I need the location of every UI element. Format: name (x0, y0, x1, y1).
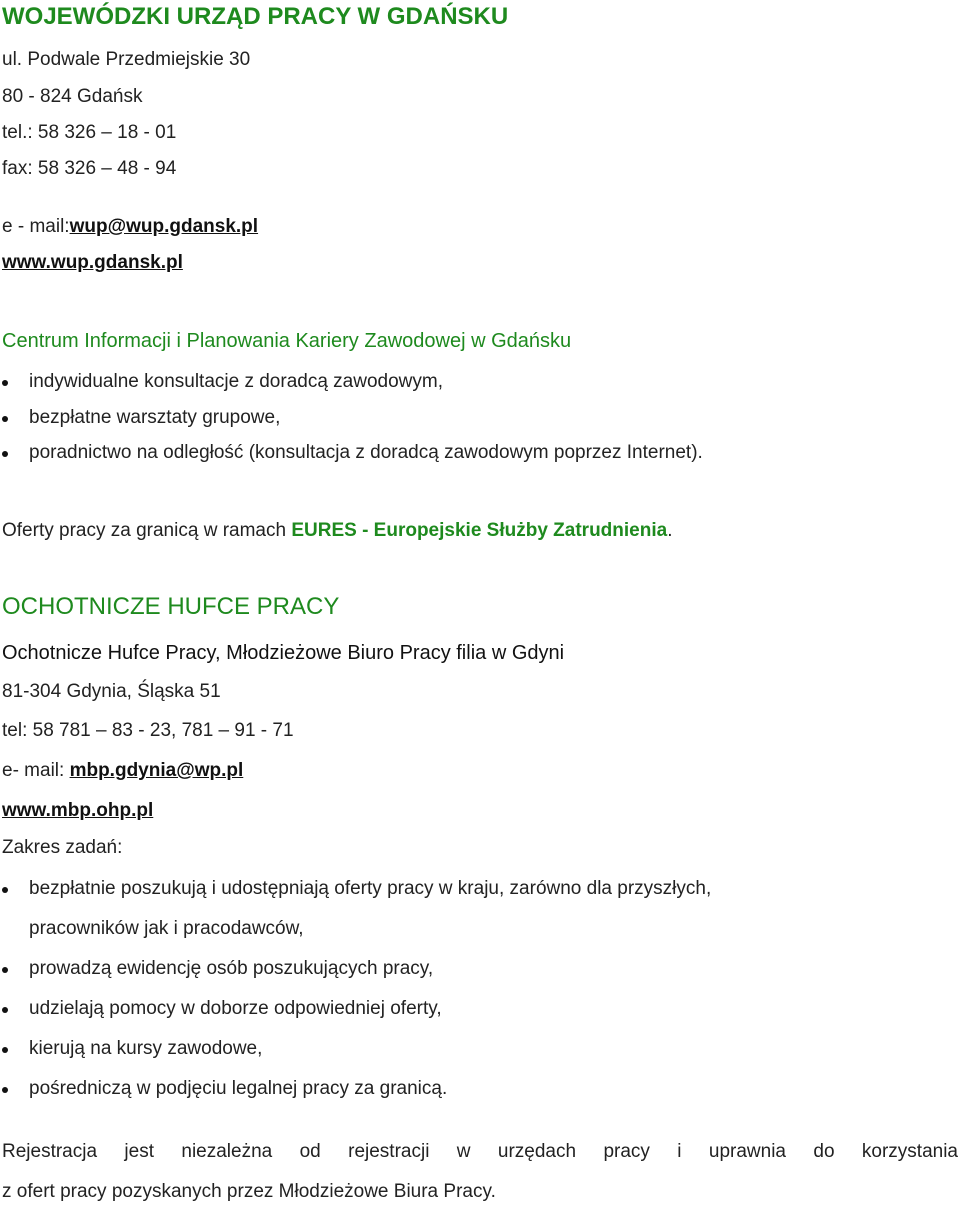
list-item: poradnictwo na odległość (konsultacja z doradcą zawodowym poprzez Internet). (2, 442, 703, 464)
email-label: e - mail: (2, 216, 70, 237)
ohp-phone: tel: 58 781 – 83 - 23, 781 – 91 - 71 (2, 720, 294, 741)
ohp-email-label: e- mail: (2, 760, 70, 781)
ohp-email-link[interactable]: mbp.gdynia@wp.pl (69, 760, 244, 781)
list-item: bezpłatnie poszukują i udostępniają oferty pracy w kraju, zarówno dla przyszłych, (2, 878, 711, 900)
ohp-website-link[interactable]: www.mbp.ohp.pl (2, 800, 154, 821)
address-city: 80 - 824 Gdańsk (2, 86, 143, 107)
eures-line (2, 520, 672, 542)
registration-note-line1: Rejestracja jest niezależna od rejestracji w urzędach pracy i uprawnia do korzystania (2, 1141, 958, 1162)
ohp-tasks-list (2, 878, 711, 1100)
bullet-icon (2, 887, 8, 893)
list-item: bezpłatne warsztaty grupowe, (2, 407, 703, 429)
email-row (2, 216, 258, 238)
bullet-icon (2, 416, 8, 422)
bullet-icon (2, 1087, 8, 1093)
bullet-icon (2, 967, 8, 973)
website-link[interactable]: www.wup.gdansk.pl (2, 252, 183, 273)
career-center-title: Centrum Informacji i Planowania Kariery Zawodowej w Gdańsku (2, 330, 572, 352)
eures-prefix: Oferty pracy za granicą w ramach (2, 520, 292, 541)
ohp-tasks-label: Zakres zadań: (2, 837, 123, 858)
bullet-icon (2, 1047, 8, 1053)
eures-highlight: EURES - Europejskie Służby Zatrudnienia (291, 520, 668, 541)
bullet-icon (2, 451, 8, 457)
bullet-icon (2, 1007, 8, 1013)
address-street: ul. Podwale Przedmiejskie 30 (2, 49, 251, 70)
ohp-address: 81-304 Gdynia, Śląska 51 (2, 681, 221, 702)
bullet-icon (2, 380, 8, 386)
ohp-email-row (2, 760, 243, 782)
eures-suffix: . (667, 520, 673, 541)
website-row (2, 252, 183, 274)
career-center-list (2, 371, 703, 464)
ohp-subtitle: Ochotnicze Hufce Pracy, Młodzieżowe Biuro Pracy filia w Gdyni (2, 642, 565, 664)
phone-number: tel.: 58 326 – 18 - 01 (2, 122, 177, 143)
ohp-title: OCHOTNICZE HUFCE PRACY (2, 593, 340, 620)
list-item: prowadzą ewidencję osób poszukujących pracy, (2, 958, 711, 980)
list-item-continuation: pracowników jak i pracodawców, (29, 918, 304, 939)
list-item: kierują na kursy zawodowe, (2, 1038, 711, 1060)
list-item: pośredniczą w podjęciu legalnej pracy za granicą. (2, 1078, 711, 1100)
page-title: WOJEWÓDZKI URZĄD PRACY W GDAŃSKU (2, 3, 509, 30)
email-link[interactable]: wup@wup.gdansk.pl (69, 216, 259, 237)
ohp-website-row (2, 800, 153, 822)
registration-note-line2: z ofert pracy pozyskanych przez Młodzieżowe Biura Pracy. (2, 1181, 496, 1202)
list-item: udzielają pomocy w doborze odpowiedniej oferty, (2, 998, 711, 1020)
list-item: indywidualne konsultacje z doradcą zawodowym, (2, 371, 703, 393)
fax-number: fax: 58 326 – 48 - 94 (2, 158, 177, 179)
